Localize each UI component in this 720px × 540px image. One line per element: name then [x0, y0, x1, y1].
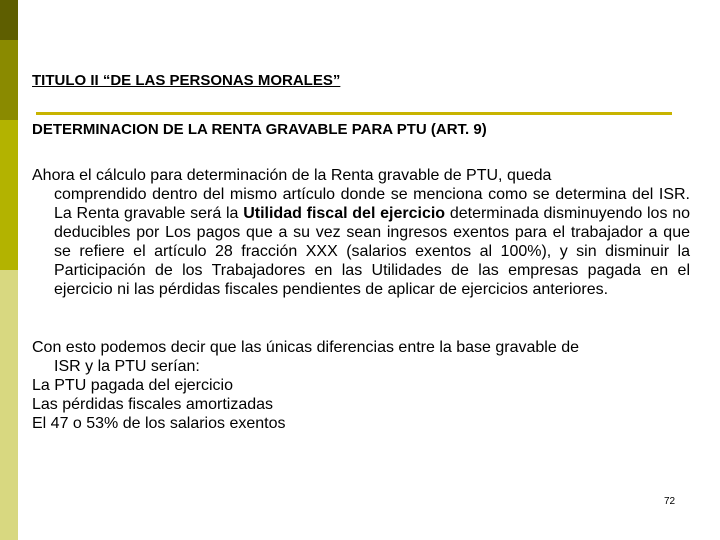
paragraph-bold-term: Utilidad fiscal del ejercicio	[243, 205, 446, 222]
list-item: El 47 o 53% de los salarios exentos	[32, 415, 286, 432]
paragraph-text-before-bold: comprendido dentro del mismo artículo donde se menciona como se determina del ISR. La Renta gravable será la	[54, 186, 690, 222]
paragraph2-continuation: ISR y la PTU serían:	[54, 358, 200, 375]
slide-title: TITULO II “DE LAS PERSONAS MORALES”	[32, 72, 341, 89]
sidebar-band-light	[0, 120, 18, 270]
decorative-sidebar	[0, 0, 18, 540]
section-heading: DETERMINACION DE LA RENTA GRAVABLE PARA PTU (ART. 9)	[32, 121, 487, 138]
page-number: 72	[664, 496, 676, 507]
paragraph-renta-gravable	[32, 166, 690, 299]
paragraph-first-line: Ahora el cálculo para determinación de la Renta gravable de PTU, queda	[32, 167, 552, 184]
paragraph-differences	[32, 338, 690, 433]
title-divider	[36, 112, 672, 115]
sidebar-band-dark	[0, 0, 18, 40]
paragraph-text-after-bold: determinada disminuyendo los no deducibles por Los pagos que a su vez sean ingresos exentos para el trabajador a que se refiere el artículo 28 fracción XXX (salarios exentos al 100%), y sin disminuir la Participación de los Trabajadores en las Utilidades de las empresas pagada en el ejercicio ni las pérdidas fiscales pendientes de aplicar de ejercicios anteriores.	[54, 205, 690, 298]
list-item: La PTU pagada del ejercicio	[32, 377, 234, 394]
sidebar-band-mid	[0, 40, 18, 120]
paragraph-continuation	[32, 185, 690, 299]
sidebar-band-pale	[0, 270, 18, 540]
list-item: Las pérdidas fiscales amortizadas	[32, 396, 274, 413]
paragraph2-first-line: Con esto podemos decir que las únicas diferencias entre la base gravable de	[32, 339, 579, 356]
